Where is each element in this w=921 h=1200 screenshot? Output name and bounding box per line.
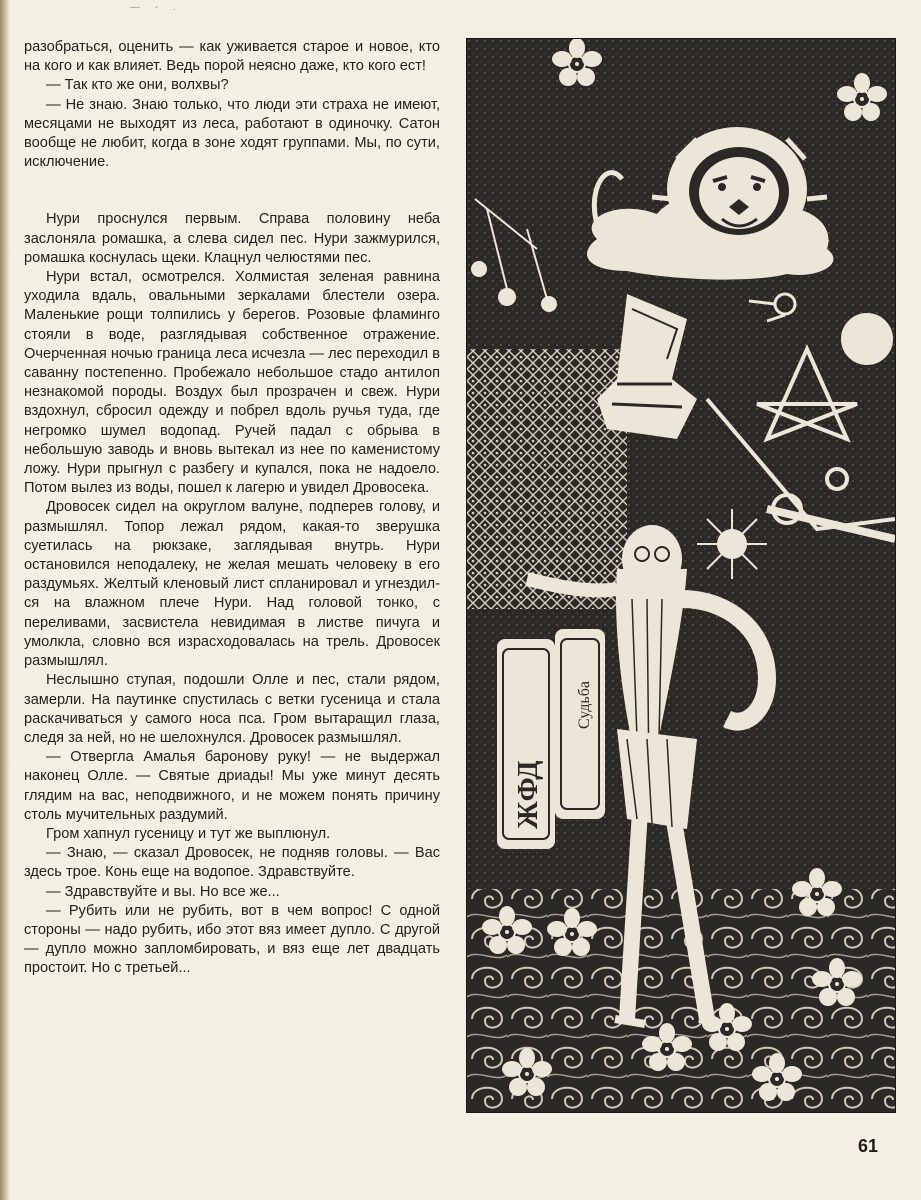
paragraph-3: — Не знаю. Знаю только, что люди эти страха не имеют, месяцами не выходят из леса, работают в одиночку. Сатон вообще не любит, когда в зоне ходят группами. Мы, по сути, исключение. — [24, 96, 440, 171]
paragraph-7: Неслышно ступая, подошли Олле и пес, стали рядом, замерли. На паутинке спустилась с ветки гусеница и стала раскачиваться у самого носа пса. Гром вытаращил глаза, следя за ней, но не шелохнулся. Дровосек размышлял. — [24, 672, 440, 746]
book-spine-subtitle: Судьба — [576, 681, 593, 729]
article-text-column — [24, 38, 440, 979]
page-binding-edge — [0, 0, 10, 1200]
paragraph-2: — Так кто же они, волхвы? — [46, 77, 229, 94]
paragraph-9: Гром хапнул гусеницу и тут же выплюнул. — [46, 825, 331, 842]
woodcut-illustration — [466, 38, 896, 1113]
paragraph-11: — Здравствуйте и вы. Но все же... — [46, 883, 280, 900]
book-spine-title: ЖФД — [513, 760, 544, 829]
top-print-marks: — - . — [130, 2, 182, 13]
paragraph-4: Нури проснулся первым. Справа половину неба заслоняла ромашка, а слева сидел пес. Нури зажмурился, ромашка коснулась щеки. Клацнул челюстями пес. — [24, 211, 440, 266]
illustration-svg — [467, 39, 895, 1112]
paragraph-12: — Рубить или не рубить, вот в чем вопрос! С одной стороны — надо рубить, ибо этот вяз имеет дупло. С другой — дупло можно запломбировать, и вяз еще лет двадцать простоит. Но с третьей... — [24, 902, 440, 977]
paragraph-1: разобраться, оценить — как уживается старое и новое, кто на кого и как влияет. Ведь порой неясно даже, кто кого ест! — [24, 39, 440, 75]
paragraph-10: — Знаю, — сказал Дровосек, не подняв головы. — Вас здесь трое. Конь еще на водопое. Здравствуйте. — [24, 845, 440, 881]
sunburst — [697, 509, 767, 579]
paragraph-8: — Отвергла Амалья баронову руку! — не выдержал наконец Олле. — Святые дриады! Мы уже минут десять глядим на вас, неподвижного, и не можем понять причину столь мучительных раздумий. — [24, 749, 440, 823]
paragraph-5: Нури встал, осмотрелся. Холмистая зеленая равнина уходила вдаль, овальными зеркалами блестели озера. Маленькие рощи толпились у берегов. Розовые фламинго стояли в воде, разглядывая собственное отражение. Очерченная ночью граница леса исчезла — лес переходил в саванну постепенно. Пробежало небольшое стадо антилоп незнакомой породы. Воздух был прозрачен и свеж. Нури вздохнул, сбросил одежду и побрел вдоль ручья туда, где негромко шумел водопад. Ручей падал с обрыва в небольшую заводь и вновь вытекал из нее по каменистому ложу. Нури прыгнул с разбегу и купался, пока не надоело. Потом вылез из воды, пошел к лагерю и увидел Дровосека. — [24, 269, 440, 497]
lattice-background — [467, 349, 627, 609]
paragraph-6: Дровосек сидел на округлом валуне, подперев голову, и размышлял. Топор лежал рядом, какая-то зверушка суетилась на рюкзаке, заглядывая внутрь. Нури остановился неподалеку, не желая мешать человеку в его раздумьях. Желтый кленовый лист спланировал и угнездился на влажном плече Нури. Над головой тонко, с переливами, засвистела невидимая в листве пичуга и умолкла, словно вся израсходовалась на трель. Дровосек размышлял. — [24, 499, 440, 670]
page-number: 61 — [858, 1136, 879, 1156]
